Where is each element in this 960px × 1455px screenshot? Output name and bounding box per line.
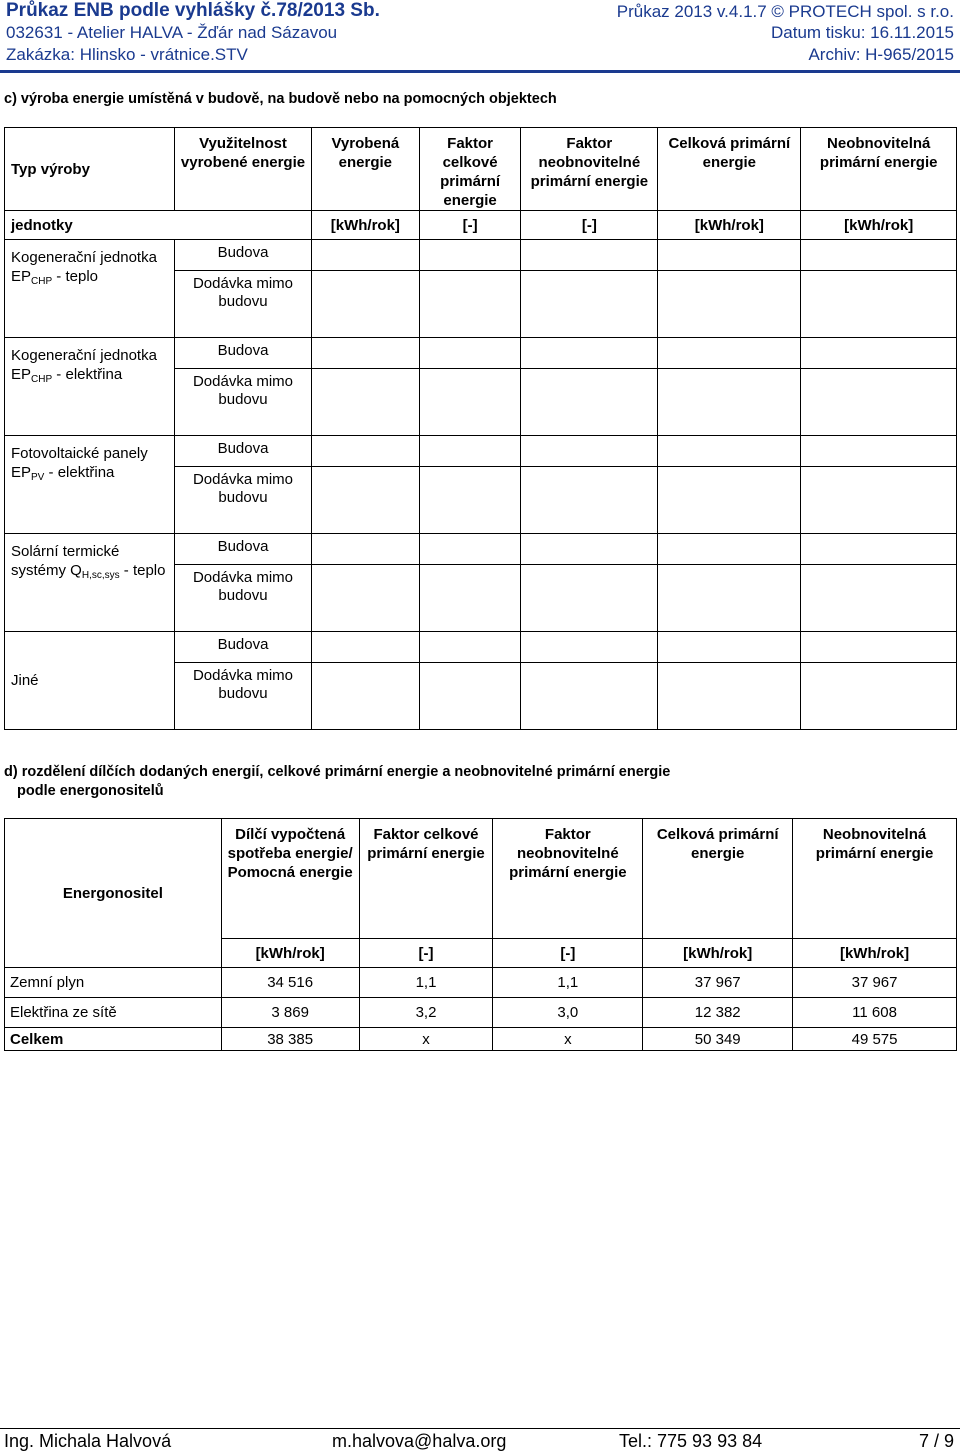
unit-nonrenew-primary: [kWh/rok]: [793, 939, 957, 968]
total-factor-nonrenew: x: [493, 1028, 643, 1051]
total-primary-value: 12 382: [643, 998, 793, 1028]
row-label: Kogenerační jednotka $EP_{CHP}$ - elektřina: [5, 338, 175, 436]
sub-building: Budova: [175, 338, 312, 369]
software-version: Průkaz 2013 v.4.1.7 © PROTECH spol. s r.o.: [616, 2, 954, 21]
row-label: Fotovoltaické panely $EP_{PV}$ - elektřina: [5, 436, 175, 534]
factor-nonrenew-value: 1,1: [493, 968, 643, 998]
footer-email: m.halvova@halva.org: [332, 1431, 507, 1451]
document-title: Průkaz ENB podle vyhlášky č.78/2013 Sb.: [6, 0, 380, 21]
nonrenew-primary-value: 11 608: [793, 998, 957, 1028]
col-nonrenew-primary: Neobnovitelná primární energie: [793, 819, 957, 939]
unit-factor-nonrenew: [-]: [493, 939, 643, 968]
production-row-chp-heat: [5, 240, 957, 271]
production-row-solar-thermal: [5, 534, 957, 565]
partial-value: 3 869: [221, 998, 359, 1028]
footer-phone: Tel.: 775 93 93 84: [619, 1431, 763, 1451]
col-factor-nonrenew: Faktor neobnovitelné primární energie: [521, 128, 658, 211]
project-line: Zakázka: Hlinsko - vrátnice.STV: [6, 45, 248, 64]
sub-building: Budova: [175, 240, 312, 271]
total-factor-total: x: [359, 1028, 493, 1051]
footer-author: Ing. Michala Halvová: [4, 1431, 172, 1451]
factor-total-value: 1,1: [359, 968, 493, 998]
production-header-row: [5, 128, 957, 211]
production-table: [4, 127, 957, 730]
archive-number: Archiv: H-965/2015: [808, 45, 954, 64]
section-d-title: d) rozdělení dílčích dodaných energií, celkové primární energie a neobnovitelné primární energie: [4, 764, 671, 780]
col-nonrenew-primary: Neobnovitelná primární energie: [801, 128, 957, 211]
header-divider: [0, 70, 960, 73]
sub-outside: Dodávka mimo budovu: [175, 565, 312, 632]
sub-outside: Dodávka mimo budovu: [175, 467, 312, 534]
factor-total-value: 3,2: [359, 998, 493, 1028]
row-label: Solární termické systémy $Q_{H,sc,sys}$ - teplo: [5, 534, 175, 632]
units-label: jednotky: [5, 211, 312, 240]
units-row: [5, 211, 957, 240]
sub-outside: Dodávka mimo budovu: [175, 663, 312, 730]
sub-building: Budova: [175, 632, 312, 663]
factor-nonrenew-value: 3,0: [493, 998, 643, 1028]
carrier-header-row: [5, 819, 957, 939]
unit-produced: [kWh/rok]: [311, 211, 419, 240]
carrier-name: Zemní plyn: [5, 968, 222, 998]
col-factor-nonrenew: Faktor neobnovitelné primární energie: [493, 819, 643, 939]
sub-outside: Dodávka mimo budovu: [175, 271, 312, 338]
production-row-other: [5, 632, 957, 663]
unit-factor-total: [-]: [359, 939, 493, 968]
table-row: [5, 998, 957, 1028]
print-date: Datum tisku: 16.11.2015: [770, 23, 954, 42]
row-label: Kogenerační jednotka $EP_{CHP}$ - teplo: [5, 240, 175, 338]
col-factor-total: Faktor celkové primární energie: [419, 128, 521, 211]
total-partial: 38 385: [221, 1028, 359, 1051]
carrier-name: Elektřina ze sítě: [5, 998, 222, 1028]
total-row: [5, 1028, 957, 1051]
unit-total-primary: [kWh/rok]: [643, 939, 793, 968]
sub-building: Budova: [175, 436, 312, 467]
col-factor-total: Faktor celkové primární energie: [359, 819, 493, 939]
company-line: 032631 - Atelier HALVA - Žďár nad Sázavou: [6, 23, 338, 42]
col-partial: Dílčí vypočtená spotřeba energie/ Pomocná energie: [221, 819, 359, 939]
total-total-primary: 50 349: [643, 1028, 793, 1051]
total-label: Celkem: [5, 1028, 222, 1051]
col-type: Typ výroby: [5, 128, 175, 211]
footer-divider: [0, 1428, 960, 1429]
col-usability: Využitelnost vyrobené energie: [175, 128, 312, 211]
unit-partial: [kWh/rok]: [221, 939, 359, 968]
footer-page: 7 / 9: [918, 1431, 954, 1451]
col-produced: Vyrobená energie: [311, 128, 419, 211]
sub-outside: Dodávka mimo budovu: [175, 369, 312, 436]
sub-building: Budova: [175, 534, 312, 565]
row-label: Jiné: [5, 632, 175, 730]
col-total-primary: Celková primární energie: [658, 128, 801, 211]
carrier-table: [4, 818, 957, 1051]
col-total-primary: Celková primární energie: [643, 819, 793, 939]
unit-nonrenew-primary: [kWh/rok]: [801, 211, 957, 240]
partial-value: 34 516: [221, 968, 359, 998]
unit-total-primary: [kWh/rok]: [658, 211, 801, 240]
total-primary-value: 37 967: [643, 968, 793, 998]
unit-factor-nonrenew: [-]: [521, 211, 658, 240]
total-nonrenew-primary: 49 575: [793, 1028, 957, 1051]
section-d-subtitle: podle energonositelů: [17, 783, 164, 799]
unit-factor-total: [-]: [419, 211, 521, 240]
production-row-chp-electricity: [5, 338, 957, 369]
col-carrier: Energonositel: [5, 819, 222, 968]
nonrenew-primary-value: 37 967: [793, 968, 957, 998]
production-row-pv: [5, 436, 957, 467]
table-row: [5, 968, 957, 998]
section-c-title: c) výroba energie umístěná v budově, na budově nebo na pomocných objektech: [4, 91, 557, 107]
